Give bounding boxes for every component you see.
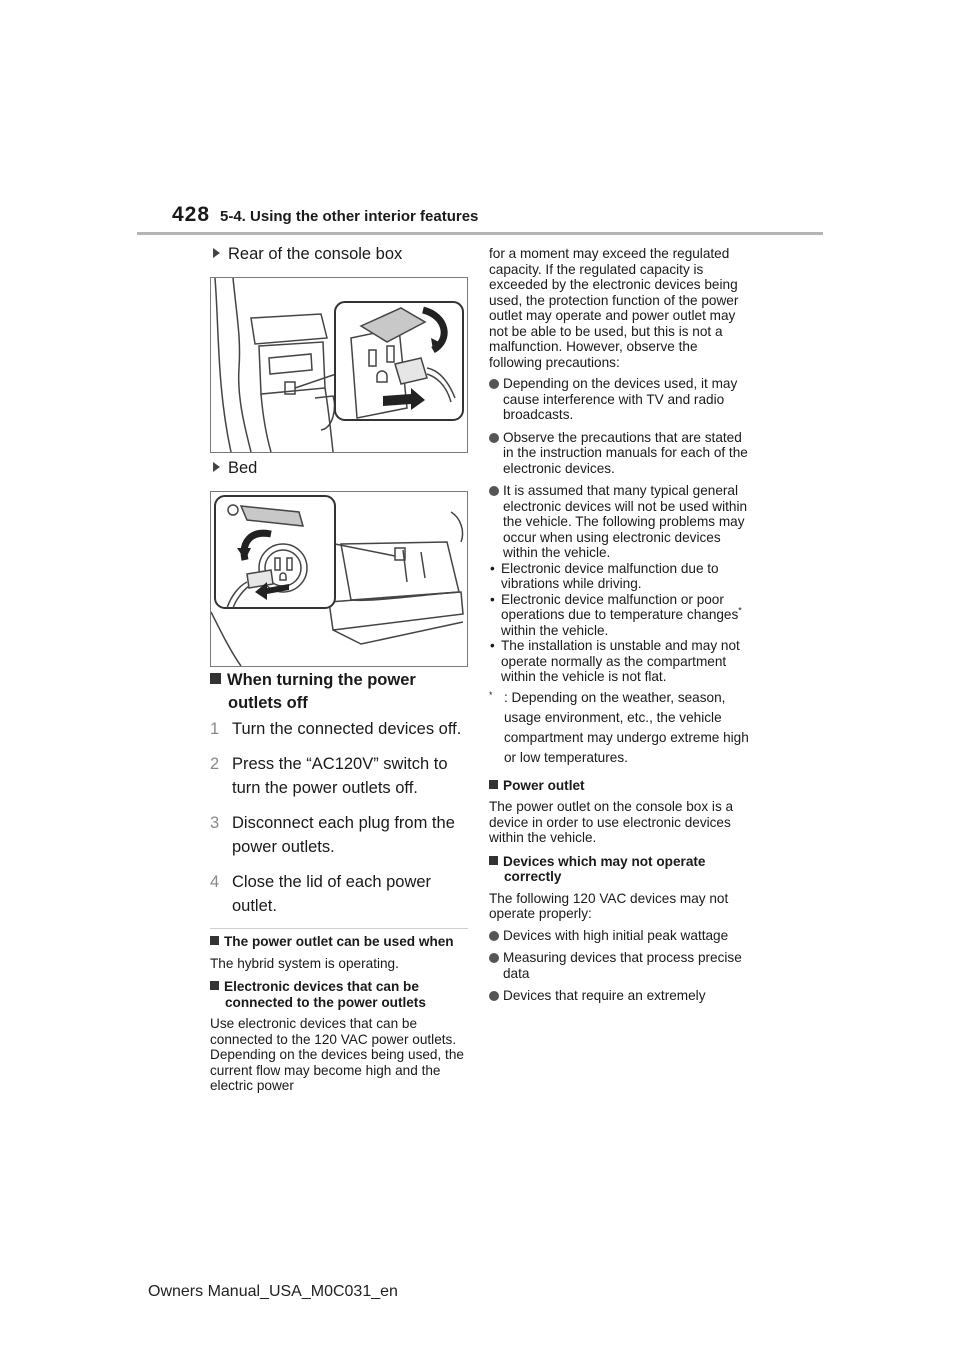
may-not-operate-heading: Devices which may not operate correctly — [489, 854, 751, 885]
device-bullet-3: Devices that require an extremely — [489, 988, 751, 1004]
circle-bullet-icon — [489, 486, 499, 496]
triangle-bullet-icon — [213, 248, 220, 258]
console-outlet-drawing — [211, 278, 467, 452]
may-not-operate-text: The following 120 VAC devices may not operate properly: — [489, 890, 729, 921]
step-3: 3 Disconnect each plug from the power outlets. — [210, 814, 455, 856]
step-4: 4 Close the lid of each power outlet. — [210, 873, 432, 915]
footnote-marker: * — [738, 605, 742, 616]
footer-text: Owners Manual_USA_M0C031_en — [148, 1283, 398, 1300]
power-outlet-heading: Power outlet — [489, 778, 751, 794]
square-bullet-icon — [489, 780, 498, 789]
problem-1: • Electronic device malfunction due to vibrations while driving. — [490, 560, 719, 591]
step-1: 1 Turn the connected devices off. — [210, 720, 462, 738]
problem-2: • Electronic device malfunction or poor operations due to temperature changes* within the vehicle. — [490, 591, 742, 638]
precaution-bullet-3: It is assumed that many typical general electronic devices will not be used within the vehicle. The following problems may occur when using electronic devices within the vehicle. — [489, 483, 751, 561]
section-title: 5-4. Using the other interior features — [220, 208, 479, 225]
electronic-devices-heading: Electronic devices that can be connected to the power outlets — [210, 979, 472, 1010]
device-bullet-2: Measuring devices that process precise data — [489, 950, 751, 981]
circle-bullet-icon — [489, 931, 499, 941]
figure2-caption: Bed — [210, 458, 472, 478]
circle-bullet-icon — [489, 991, 499, 1001]
electronic-devices-text: Use electronic devices that can be connected to the 120 VAC power outlets. Depending on the devices being used, the current flow may become high and the electric power — [210, 1016, 464, 1093]
square-bullet-icon — [210, 936, 219, 945]
problem-3: • The installation is unstable and may not operate normally as the compartment within the vehicle is not flat. — [490, 638, 740, 684]
step-2: 2 Press the “AC120V” switch to turn the power outlets off. — [210, 755, 448, 797]
bed-outlet-drawing — [211, 492, 467, 666]
figure1-caption: Rear of the console box — [210, 244, 472, 264]
triangle-bullet-icon — [213, 462, 220, 472]
left-notes — [210, 934, 472, 1100]
footnote: * : Depending on the weather, season, usage environment, etc., the vehicle compartment may undergo extreme high or low temperatures. — [489, 689, 749, 765]
can-be-used-heading: The power outlet can be used when — [210, 934, 472, 950]
circle-bullet-icon — [489, 433, 499, 443]
device-bullet-1: Devices with high initial peak wattage — [489, 928, 751, 944]
turn-off-steps — [210, 717, 468, 929]
precaution-bullet-1: Depending on the devices used, it may cause interference with TV and radio broadcasts. — [489, 376, 751, 423]
header-divider — [137, 232, 823, 235]
can-be-used-text: The hybrid system is operating. — [210, 955, 399, 971]
page-number: 428 — [172, 203, 211, 226]
circle-bullet-icon — [489, 379, 499, 389]
power-outlet-text: The power outlet on the console box is a device in order to use electronic devices within the vehicle. — [489, 799, 734, 845]
section-divider — [210, 928, 468, 929]
bed-outlet-illustration — [210, 491, 468, 667]
right-column-text — [489, 246, 751, 1011]
continuation-text: for a moment may exceed the regulated capacity. If the regulated capacity is exceeded by the electronic devices being used, the protection function of the power outlet may operate and power outlet may not be able to be used, but this is not a malfunction. However, observe the following precautions: — [489, 246, 739, 370]
precaution-bullet-2: Observe the precautions that are stated in the instruction manuals for each of the electronic devices. — [489, 430, 751, 477]
circle-bullet-icon — [489, 953, 499, 963]
square-bullet-icon — [210, 673, 221, 684]
square-bullet-icon — [210, 981, 219, 990]
console-outlet-illustration — [210, 277, 468, 453]
turning-off-heading: When turning the power outlets off — [210, 669, 472, 715]
square-bullet-icon — [489, 856, 498, 865]
